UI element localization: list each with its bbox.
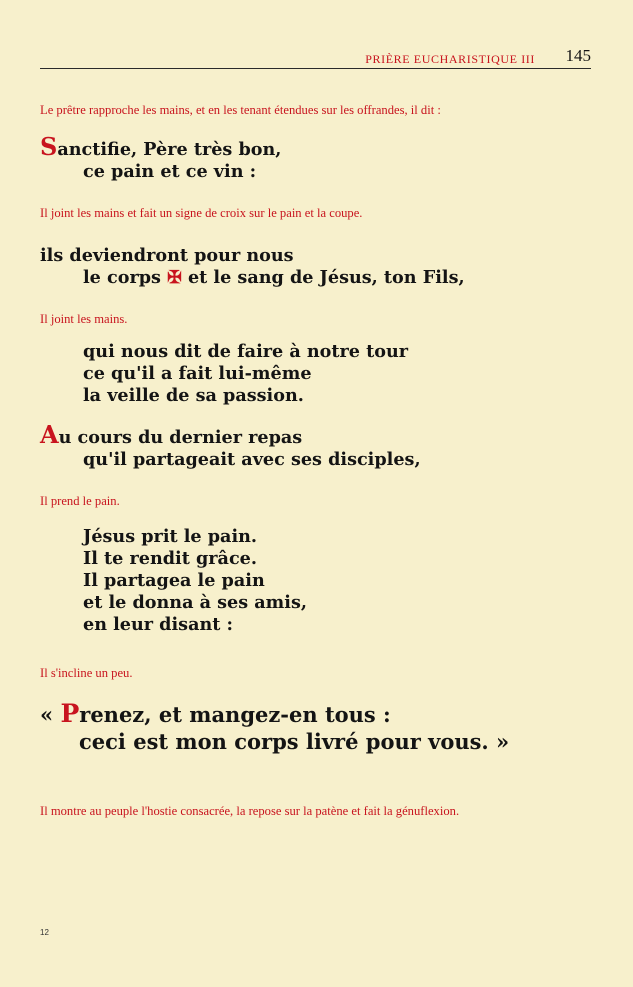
verse-line: « Prenez, et mangez-en tous :: [40, 699, 391, 728]
running-header: [40, 46, 591, 69]
verse-line: Il te rendit grâce.: [83, 548, 257, 569]
signature-mark: 12: [40, 928, 49, 937]
verse-line: et le donna à ses amis,: [83, 592, 307, 613]
verse-line: le corps ✠ et le sang de Jésus, ton Fils,: [83, 267, 465, 288]
rubric-bows: Il s'incline un peu.: [40, 666, 133, 680]
verse-line: qu'il partageait avec ses disciples,: [83, 449, 421, 470]
rubric-hands-over-offerings: Le prêtre rapproche les mains, et en les tenant étendues sur les offrandes, il dit :: [40, 103, 441, 117]
verse-line: ceci est mon corps livré pour vous. »: [79, 729, 510, 754]
rubric-shows-host: Il montre au peuple l'hostie consacrée, la repose sur la patène et fait la génuflexion.: [40, 804, 460, 818]
verse-line: Il partagea le pain: [83, 570, 265, 591]
section-title: PRIÈRE EUCHARISTIQUE III: [365, 52, 535, 66]
verse-deviendront: [40, 245, 465, 289]
verse-line: qui nous dit de faire à notre tour: [83, 341, 409, 362]
verse-line: en leur disant :: [83, 614, 234, 635]
red-cross-icon: ✠: [167, 267, 182, 288]
red-initial: S: [40, 132, 58, 161]
red-initial: P: [60, 699, 80, 728]
verse-line: Jésus prit le pain.: [83, 526, 258, 547]
verse-qui-nous-dit: [40, 341, 408, 407]
verse-line: ils deviendront pour nous: [40, 245, 294, 266]
verse-line: ce qu'il a fait lui-même: [83, 363, 312, 384]
verse-line: la veille de sa passion.: [83, 385, 304, 406]
rubric-takes-bread: Il prend le pain.: [40, 494, 120, 508]
verse-line: ce pain et ce vin :: [83, 161, 257, 182]
red-initial: A: [40, 420, 59, 449]
verse-line: Au cours du dernier repas: [40, 420, 303, 449]
rubric-sign-of-cross: Il joint les mains et fait un signe de croix sur le pain et la coupe.: [40, 206, 363, 220]
rubric-joins-hands: Il joint les mains.: [40, 312, 128, 326]
verse-line: Sanctifie, Père très bon,: [40, 132, 282, 161]
verse-prenez: [40, 700, 509, 755]
verse-dernier-repas: [40, 420, 421, 471]
page-number: 145: [565, 46, 591, 65]
verse-jesus-prit: [40, 526, 307, 636]
verse-sanctifie: [40, 132, 282, 183]
